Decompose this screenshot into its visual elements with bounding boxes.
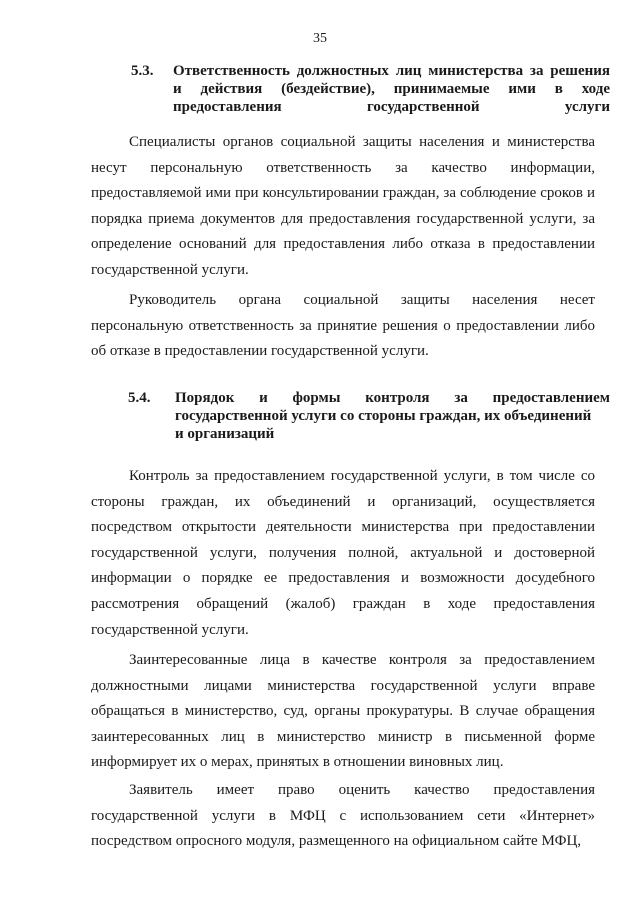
paragraph: Заинтересованные лица в качестве контроля за предоставлением должностными лицами министерства государственной услуги вправе обращаться в министерство, суд, органы прокуратуры. В случае обращения заинтересованных лиц в министерство министр в письменной форме информирует их о мерах, принятых в отношении виновных лиц. [91, 652, 595, 771]
section-title-line: и организаций [175, 426, 275, 442]
section-number: 5.3. [131, 63, 154, 79]
section-title [173, 62, 610, 116]
paragraph: Руководитель органа социальной защиты населения несет персональную ответственность за принятие решения о предоставлении либо об отказе в предоставлении государственной услуги. [91, 292, 595, 360]
section-title-line: государственной услуги со стороны граждан, их объединений [175, 408, 592, 424]
section-number: 5.4. [128, 390, 151, 406]
section-title-line: Порядок и формы контроля за предоставлением [175, 390, 610, 406]
section-title-line: предоставления государственной услуги [173, 99, 610, 115]
paragraph: Заявитель имеет право оценить качество предоставления государственной услуги в МФЦ с использованием сети «Интернет» посредством опросного модуля, размещенного на официальном сайте МФЦ, [91, 782, 595, 850]
section-title-line: и действия (бездействие), принимаемые ими в ходе [173, 81, 610, 97]
paragraph: Контроль за предоставлением государственной услуги, в том числе со стороны граждан, их объединений и организаций, осуществляется посредством открытости деятельности министерства при предоставлении государственной услуги, получения полной, актуальной и достоверной информации о порядке ее предоставления и возможности досудебного рассмотрения обращений (жалоб) граждан в ходе предоставления государственной услуги. [91, 468, 595, 638]
section-title [175, 389, 610, 443]
paragraph: Специалисты органов социальной защиты населения и министерства несут персональную ответственность за качество информации, предоставляемой ими при консультировании граждан, за соблюдение сроков и порядка приема документов для предоставления государственной услуги, за определение оснований для предоставления либо отказа в предоставлении государственной услуги. [91, 134, 595, 278]
page-number: 35 [313, 31, 327, 46]
section-title-line: Ответственность должностных лиц министерства за решения [173, 63, 610, 79]
